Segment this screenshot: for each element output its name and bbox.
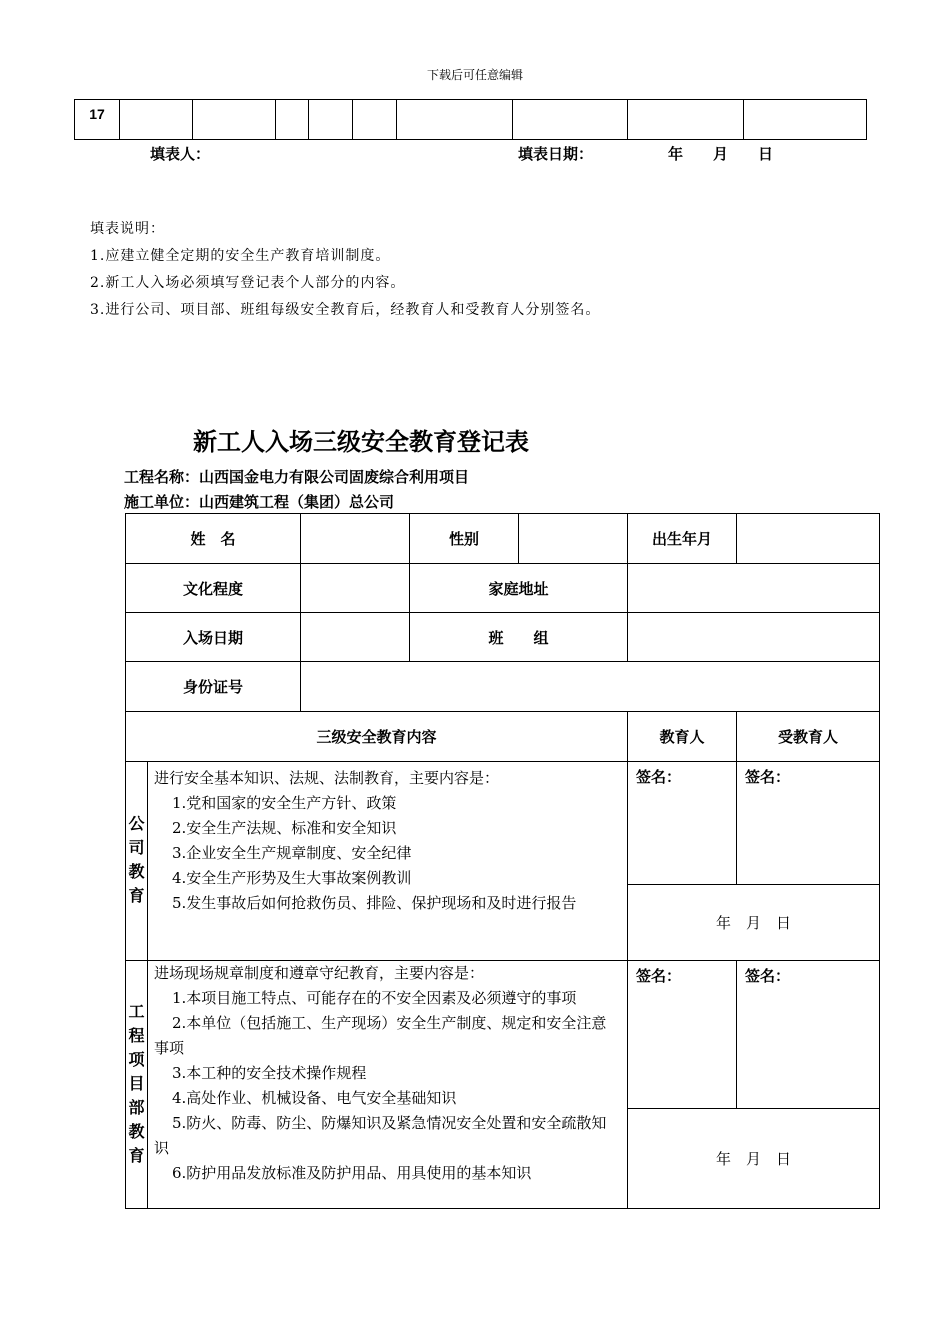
address-field[interactable] [628,564,880,613]
project-educator-signature[interactable]: 签名： [628,961,737,1109]
label-char: 程 [128,1027,145,1045]
gender-field[interactable] [519,514,628,564]
content-item: 3.本工种的安全技术操作规程 [172,1064,367,1082]
id-number-label: 身份证号 [126,662,301,712]
instruction-item: 1.应建立健全定期的安全生产教育培训制度。 [90,248,391,264]
form-title: 新工人入场三级安全教育登记表 [193,429,529,456]
project-name: 工程名称：山西国金电力有限公司固废综合利用项目 [124,469,470,486]
content-item: 1.本项目施工特点、可能存在的不安全因素及必须遵守的事项 [172,989,577,1007]
entry-date-label: 入场日期 [126,613,301,662]
table-cell [276,100,309,140]
project-education-label [126,961,148,1209]
content-header: 三级安全教育内容 [126,712,628,762]
project-education-content [148,961,628,1209]
table-cell [513,100,628,140]
table-cell [397,100,513,140]
company-educator-signature[interactable]: 签名： [628,762,737,885]
instructions-heading: 填表说明： [90,221,165,237]
content-item: 4.高处作业、机械设备、电气安全基础知识 [172,1089,457,1107]
fill-date-placeholder: 年 月 日 [668,146,774,163]
content-item: 6.防护用品发放标准及防护用品、用具使用的基本知识 [172,1164,532,1182]
name-field[interactable] [301,514,410,564]
education-field[interactable] [301,564,410,613]
name-label: 姓 名 [126,514,301,564]
label-char: 司 [128,840,145,857]
educator-header: 教育人 [628,712,737,762]
content-item: 4.安全生产形势及生大事故案例教训 [172,869,412,887]
content-item: 2.本单位（包括施工、生产现场）安全生产制度、规定和安全注意事项 [154,1014,607,1057]
table-cell [309,100,353,140]
address-label: 家庭地址 [410,564,628,613]
table-cell [193,100,276,140]
id-number-field[interactable] [301,662,880,712]
entry-date-field[interactable] [301,613,410,662]
instruction-item: 2.新工人入场必须填写登记表个人部分的内容。 [90,275,406,291]
label-char: 育 [128,888,145,905]
team-label: 班 组 [410,613,628,662]
previous-register-table [74,99,867,140]
header-note: 下载后可任意编辑 [426,68,523,82]
content-item: 5.防火、防毒、防尘、防爆知识及紧急情况安全处置和安全疏散知识 [154,1114,607,1157]
label-char: 教 [128,1123,145,1141]
content-intro: 进场现场规章制度和遵章守纪教育，主要内容是： [154,964,485,982]
construction-unit: 施工单位：山西建筑工程（集团）总公司 [124,494,395,511]
registration-form-table [125,513,880,1209]
birth-field[interactable] [737,514,880,564]
table-cell [628,100,744,140]
project-date[interactable]: 年 月 日 [628,1109,880,1209]
company-education-content [148,762,628,961]
project-educatee-signature[interactable]: 签名： [737,961,880,1109]
filler-label: 填表人： [150,146,211,163]
birth-label: 出生年月 [628,514,737,564]
label-char: 教 [128,864,145,881]
instruction-item: 3.进行公司、项目部、班组每级安全教育后，经教育人和受教育人分别签名。 [90,302,601,318]
team-field[interactable] [628,613,880,662]
content-item: 5.发生事故后如何抢救伤员、排险、保护现场和及时进行报告 [172,894,577,912]
education-label: 文化程度 [126,564,301,613]
content-item: 1.党和国家的安全生产方针、政策 [172,794,397,812]
content-item: 3.企业安全生产规章制度、安全纪律 [172,844,412,862]
label-char: 育 [128,1147,145,1165]
table-cell [120,100,193,140]
company-education-label [126,762,148,961]
label-char: 工 [128,1003,145,1021]
company-date[interactable]: 年 月 日 [628,885,880,961]
content-item: 2.安全生产法规、标准和安全知识 [172,819,397,837]
row-number: 17 [75,100,120,140]
label-char: 公 [128,816,145,833]
table-cell [353,100,397,140]
fill-date-label: 填表日期： [518,146,594,163]
content-intro: 进行安全基本知识、法规、法制教育，主要内容是： [154,769,500,787]
educatee-header: 受教育人 [737,712,880,762]
gender-label: 性别 [410,514,519,564]
instructions [90,216,600,324]
table-cell [744,100,867,140]
label-char: 部 [128,1099,145,1117]
label-char: 项 [128,1051,145,1069]
company-educatee-signature[interactable]: 签名： [737,762,880,885]
label-char: 目 [128,1075,145,1093]
